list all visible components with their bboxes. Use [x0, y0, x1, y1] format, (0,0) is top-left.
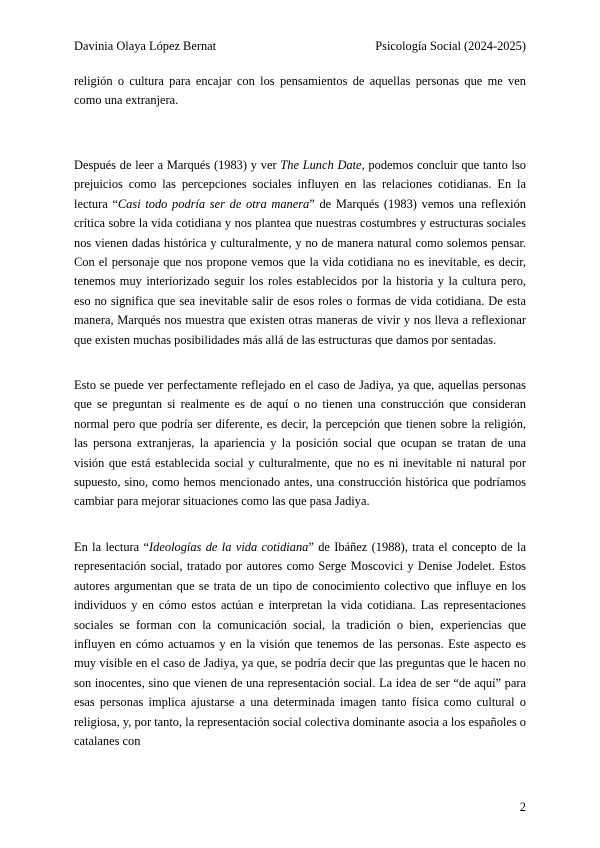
paragraph-1-part-b: , podemos concluir que tanto lso prejuicios como las percepciones sociales influyen en las relaciones cotidianas. En la lectura “ [74, 158, 526, 211]
paragraph-2 [74, 376, 526, 512]
paragraph-3-part-b: ” de Ibáñez (1988), trata el concepto de la representación social, tratado por autores como Serge Moscovici y Denise Jodelet. Estos autores argumentan que se trata de un tipo de conocimiento colectivo que influye en los individuos y en cómo estos actúan e interpretan la vida cotidiana. Las representaciones sociales se forman con la comunicación social, la tradición o bien, experiencias que influyen en cómo actuamos y en la visión que tenemos de las personas. Este aspecto es muy visible en el caso de Jadiya, ya que, se podría decir que las preguntas que le hacen no son inocentes, sino que vienen de una representación social. La idea de ser “de aquí” para esas personas implica ajustarse a una determinada imagen tanto física como cultural o religiosa, y, por tanto, la representación social colectiva dominante asocia a los españoles o catalanes con [74, 540, 527, 749]
reading-title-marques: Casi todo podría ser de otra manera [117, 196, 310, 211]
header-author: Davinia Olaya López Bernat [74, 39, 217, 53]
paragraph-1-part-a: Después de leer a Marqués (1983) y ver [74, 158, 281, 172]
paragraph-2-text: Esto se puede ver perfectamente reflejado en el caso de Jadiya, ya que, aquellas personas que se preguntan si realmente es de aquí o no tienen una construcción que consideran normal pero que podría ser diferente, es decir, la percepción que tienen sobre la religión, las persona extranjeras, la apariencia y la posición social que ocupan se tratan de una visión que está establecida social y culturalmente, que no es ni inevitable ni natural por supuesto, sino, como hemos mencionado antes, una construcción histórica que podríamos cambiar para mejorar situaciones como las que pasa Jadiya. [74, 378, 526, 509]
header-course: Psicología Social (2024-2025) [375, 39, 526, 53]
reading-title-ibanez: Ideologías de la vida cotidiana [149, 540, 309, 554]
film-title: The Lunch Date [280, 158, 362, 172]
paragraph-1-part-c: ” de Marqués (1983) vemos una reflexión crítica sobre la vida cotidiana y nos plantea que nuestras costumbres y estructuras sociales nos vienen dadas histórica y culturalmente, y no de manera natural como solemos pensar. Con el personaje que nos propone vemos que la vida cotidiana no es inevitable, es decir, tenemos muy interiorizado seguir los roles establecidos por la historia y la cultura pero, eso no significa que sea inevitable salir de esos roles o formas de vida cotidiana. De esta manera, Marqués nos muestra que existen otras maneras de vivir y nos lleva a reflexionar que existen muchas posibilidades más allá de las estructuras que damos por sentadas. [74, 196, 526, 347]
paragraph-1 [74, 156, 526, 350]
paragraph-3 [74, 538, 526, 751]
paragraph-3-text [74, 538, 526, 751]
paragraph-1-text [74, 156, 526, 350]
continuation-text [74, 72, 526, 111]
paragraph-3-part-a: En la lectura “ [74, 540, 150, 554]
page-header [74, 38, 526, 54]
continuation-paragraph: religión o cultura para encajar con los pensamientos de aquellas personas que me ven como una extranjera. [74, 74, 526, 108]
page-number: 2 [519, 800, 526, 814]
